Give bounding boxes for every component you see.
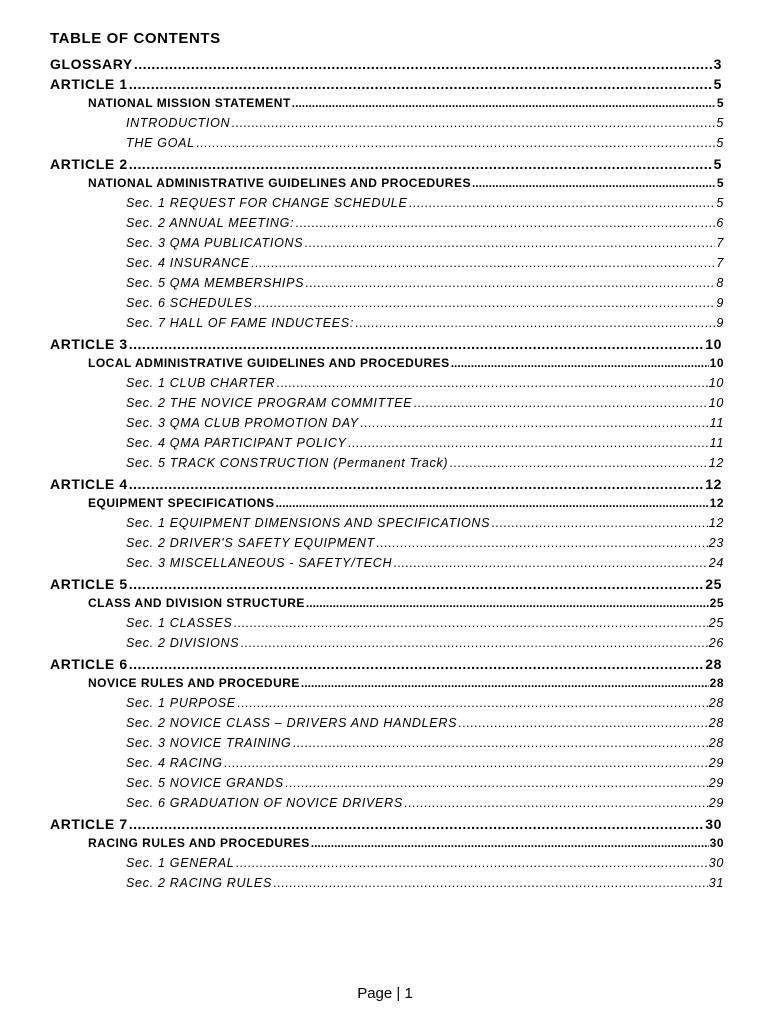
toc-entry-subsection[interactable] xyxy=(126,216,724,230)
toc-leader-dots xyxy=(235,856,707,870)
toc-entry-subsection[interactable] xyxy=(126,736,724,750)
toc-entry-subsection[interactable] xyxy=(126,456,724,470)
toc-leader-dots xyxy=(458,716,708,730)
toc-entry-page-number: 5 xyxy=(716,96,724,110)
toc-leader-dots xyxy=(129,476,704,492)
toc-leader-dots xyxy=(251,256,716,270)
toc-entry-page-number: 12 xyxy=(709,496,724,510)
toc-entry-label: NOVICE RULES AND PROCEDURE xyxy=(88,676,300,690)
toc-entry-page-number: 25 xyxy=(708,616,724,630)
toc-leader-dots xyxy=(129,156,713,172)
toc-entry-label: INTRODUCTION xyxy=(126,116,231,130)
toc-entry-article[interactable] xyxy=(50,656,722,672)
page-footer: Page | 1 xyxy=(357,985,413,1002)
toc-entry-label: Sec. 2 ANNUAL MEETING: xyxy=(126,216,295,230)
toc-entry-page-number: 24 xyxy=(708,556,724,570)
toc-entry-subsection[interactable] xyxy=(126,116,724,130)
toc-entry-subsection[interactable] xyxy=(126,876,724,890)
toc-entry-label: ARTICLE 2 xyxy=(50,156,128,172)
toc-leader-dots xyxy=(240,636,707,650)
toc-leader-dots xyxy=(231,116,715,130)
toc-entry-subsection[interactable] xyxy=(126,776,724,790)
toc-entry-page-number: 25 xyxy=(705,576,722,592)
toc-entry-subsection[interactable] xyxy=(126,716,724,730)
toc-entry-subsection[interactable] xyxy=(126,696,724,710)
toc-leader-dots xyxy=(393,556,707,570)
toc-entry-subsection[interactable] xyxy=(126,556,724,570)
toc-entry-label: Sec. 6 SCHEDULES xyxy=(126,296,253,310)
toc-entry-subsection[interactable] xyxy=(126,796,724,810)
toc-entry-label: Sec. 3 QMA CLUB PROMOTION DAY xyxy=(126,416,359,430)
toc-entry-subsection[interactable] xyxy=(126,636,724,650)
toc-entry-label: ARTICLE 7 xyxy=(50,816,128,832)
toc-entry-page-number: 28 xyxy=(709,676,724,690)
toc-entry-label: NATIONAL MISSION STATEMENT xyxy=(88,96,291,110)
toc-entry-label: GLOSSARY xyxy=(50,56,133,72)
toc-entry-page-number: 10 xyxy=(709,356,724,370)
toc-entry-page-number: 26 xyxy=(708,636,724,650)
toc-entry-page-number: 11 xyxy=(709,436,724,450)
toc-entry-label: Sec. 3 MISCELLANEOUS - SAFETY/TECH xyxy=(126,556,393,570)
toc-entry-label: Sec. 6 GRADUATION OF NOVICE DRIVERS xyxy=(126,796,403,810)
toc-entry-section[interactable] xyxy=(88,356,724,370)
toc-entry-label: Sec. 2 RACING RULES xyxy=(126,876,272,890)
toc-leader-dots xyxy=(129,76,713,92)
toc-entry-subsection[interactable] xyxy=(126,236,724,250)
toc-leader-dots xyxy=(276,376,707,390)
toc-entry-label: ARTICLE 3 xyxy=(50,336,128,352)
toc-leader-dots xyxy=(360,416,709,430)
toc-entry-label: RACING RULES AND PROCEDURES xyxy=(88,836,310,850)
toc-entry-label: Sec. 2 DRIVER'S SAFETY EQUIPMENT xyxy=(126,536,375,550)
toc-entry-page-number: 7 xyxy=(716,236,724,250)
toc-leader-dots xyxy=(292,736,707,750)
toc-entry-page-number: 29 xyxy=(708,776,724,790)
toc-entry-article[interactable] xyxy=(50,76,722,92)
toc-leader-dots xyxy=(275,496,708,510)
toc-entry-section[interactable] xyxy=(88,496,724,510)
toc-entry-page-number: 28 xyxy=(708,736,724,750)
toc-entry-label: Sec. 1 PURPOSE xyxy=(126,696,236,710)
toc-entry-label: ARTICLE 4 xyxy=(50,476,128,492)
toc-entry-label: Sec. 7 HALL OF FAME INDUCTEES: xyxy=(126,316,355,330)
toc-entry-label: Sec. 4 QMA PARTICIPANT POLICY xyxy=(126,436,347,450)
toc-leader-dots xyxy=(129,816,704,832)
toc-entry-subsection[interactable] xyxy=(126,296,724,310)
toc-leader-dots xyxy=(237,696,708,710)
toc-entry-subsection[interactable] xyxy=(126,416,724,430)
toc-entry-page-number: 12 xyxy=(708,456,724,470)
toc-entry-article[interactable] xyxy=(50,156,722,172)
toc-entry-subsection[interactable] xyxy=(126,196,724,210)
toc-entry-label: ARTICLE 5 xyxy=(50,576,128,592)
toc-entry-section[interactable] xyxy=(88,96,724,110)
toc-entry-subsection[interactable] xyxy=(126,276,724,290)
toc-entry-page-number: 29 xyxy=(708,796,724,810)
toc-title: TABLE OF CONTENTS xyxy=(50,30,221,47)
toc-entry-section[interactable] xyxy=(88,836,724,850)
toc-entry-subsection[interactable] xyxy=(126,136,724,150)
toc-entry-label: Sec. 3 QMA PUBLICATIONS xyxy=(126,236,304,250)
toc-leader-dots xyxy=(301,676,709,690)
toc-entry-page-number: 5 xyxy=(716,136,724,150)
toc-entry-label: ARTICLE 6 xyxy=(50,656,128,672)
toc-leader-dots xyxy=(129,576,704,592)
toc-entry-article[interactable] xyxy=(50,56,722,72)
toc-entry-page-number: 11 xyxy=(709,416,724,430)
toc-leader-dots xyxy=(413,396,707,410)
toc-entry-section[interactable] xyxy=(88,176,724,190)
toc-entry-label: Sec. 1 GENERAL xyxy=(126,856,235,870)
toc-entry-page-number: 25 xyxy=(709,596,724,610)
toc-leader-dots xyxy=(285,776,708,790)
toc-leader-dots xyxy=(409,196,716,210)
toc-leader-dots xyxy=(449,456,707,470)
toc-entry-label: Sec. 5 QMA MEMBERSHIPS xyxy=(126,276,305,290)
toc-entry-article[interactable] xyxy=(50,576,722,592)
toc-leader-dots xyxy=(305,276,715,290)
toc-entry-page-number: 5 xyxy=(716,196,724,210)
toc-entry-page-number: 30 xyxy=(708,856,724,870)
toc-entry-page-number: 10 xyxy=(708,376,724,390)
toc-entry-subsection[interactable] xyxy=(126,316,724,330)
toc-entry-page-number: 30 xyxy=(709,836,724,850)
toc-entry-label: Sec. 5 TRACK CONSTRUCTION (Permanent Track) xyxy=(126,456,449,470)
toc-entry-page-number: 10 xyxy=(705,336,722,352)
toc-entry-label: CLASS AND DIVISION STRUCTURE xyxy=(88,596,305,610)
toc-entry-page-number: 31 xyxy=(708,876,724,890)
toc-entry-subsection[interactable] xyxy=(126,536,724,550)
toc-entry-label: Sec. 2 THE NOVICE PROGRAM COMMITTEE xyxy=(126,396,413,410)
toc-entry-subsection[interactable] xyxy=(126,436,724,450)
toc-entry-page-number: 12 xyxy=(705,476,722,492)
toc-leader-dots xyxy=(273,876,708,890)
toc-entry-subsection[interactable] xyxy=(126,616,724,630)
toc-leader-dots xyxy=(304,236,715,250)
toc-leader-dots xyxy=(404,796,708,810)
toc-entry-label: ARTICLE 1 xyxy=(50,76,128,92)
toc-entry-label: Sec. 2 NOVICE CLASS – DRIVERS AND HANDLERS xyxy=(126,716,458,730)
toc-entry-article[interactable] xyxy=(50,816,722,832)
toc-entry-page-number: 10 xyxy=(708,396,724,410)
toc-entry-label: Sec. 1 CLASSES xyxy=(126,616,233,630)
toc-entry-label: LOCAL ADMINISTRATIVE GUIDELINES AND PROCEDURES xyxy=(88,356,450,370)
toc-entry-page-number: 30 xyxy=(705,816,722,832)
toc-entry-page-number: 5 xyxy=(713,76,722,92)
toc-entry-subsection[interactable] xyxy=(126,376,724,390)
toc-entry-label: Sec. 4 INSURANCE xyxy=(126,256,250,270)
toc-leader-dots xyxy=(129,336,704,352)
toc-entry-section[interactable] xyxy=(88,596,724,610)
toc-leader-dots xyxy=(491,516,707,530)
toc-entry-label: EQUIPMENT SPECIFICATIONS xyxy=(88,496,275,510)
toc-leader-dots xyxy=(311,836,709,850)
toc-entry-label: Sec. 5 NOVICE GRANDS xyxy=(126,776,284,790)
toc-leader-dots xyxy=(295,216,715,230)
toc-entry-page-number: 28 xyxy=(708,696,724,710)
toc-entry-page-number: 29 xyxy=(708,756,724,770)
toc-entry-label: Sec. 1 REQUEST FOR CHANGE SCHEDULE xyxy=(126,196,408,210)
toc-entry-label: THE GOAL xyxy=(126,136,195,150)
toc-leader-dots xyxy=(254,296,716,310)
toc-leader-dots xyxy=(376,536,708,550)
toc-entry-page-number: 12 xyxy=(708,516,724,530)
toc-entry-article[interactable] xyxy=(50,476,722,492)
toc-entry-label: Sec. 1 CLUB CHARTER xyxy=(126,376,276,390)
toc-leader-dots xyxy=(129,656,704,672)
toc-entry-label: Sec. 2 DIVISIONS xyxy=(126,636,240,650)
toc-leader-dots xyxy=(306,596,709,610)
toc-leader-dots xyxy=(355,316,715,330)
toc-leader-dots xyxy=(472,176,716,190)
toc-entry-page-number: 8 xyxy=(716,276,724,290)
toc-leader-dots xyxy=(348,436,709,450)
toc-entry-section[interactable] xyxy=(88,676,724,690)
toc-entry-page-number: 9 xyxy=(716,316,724,330)
toc-leader-dots xyxy=(134,56,713,72)
toc-entry-label: Sec. 1 EQUIPMENT DIMENSIONS AND SPECIFICATIONS xyxy=(126,516,491,530)
toc-leader-dots xyxy=(292,96,716,110)
toc-entry-label: Sec. 4 RACING xyxy=(126,756,223,770)
toc-entry-page-number: 5 xyxy=(713,156,722,172)
toc-entry-article[interactable] xyxy=(50,336,722,352)
toc-leader-dots xyxy=(233,616,707,630)
toc-entry-label: Sec. 3 NOVICE TRAINING xyxy=(126,736,292,750)
toc-entry-subsection[interactable] xyxy=(126,516,724,530)
toc-entry-subsection[interactable] xyxy=(126,396,724,410)
toc-entry-page-number: 3 xyxy=(713,56,722,72)
toc-leader-dots xyxy=(451,356,709,370)
toc-entry-page-number: 28 xyxy=(708,716,724,730)
toc-entry-subsection[interactable] xyxy=(126,856,724,870)
toc-entry-page-number: 23 xyxy=(708,536,724,550)
toc-entry-subsection[interactable] xyxy=(126,756,724,770)
toc-entry-label: NATIONAL ADMINISTRATIVE GUIDELINES AND PROCEDURES xyxy=(88,176,471,190)
toc-entry-page-number: 6 xyxy=(716,216,724,230)
toc-entry-page-number: 7 xyxy=(716,256,724,270)
toc-entry-page-number: 28 xyxy=(705,656,722,672)
toc-entry-page-number: 9 xyxy=(716,296,724,310)
toc-leader-dots xyxy=(224,756,708,770)
toc-entry-subsection[interactable] xyxy=(126,256,724,270)
toc-entry-page-number: 5 xyxy=(716,116,724,130)
toc-leader-dots xyxy=(196,136,716,150)
toc-entry-page-number: 5 xyxy=(716,176,724,190)
